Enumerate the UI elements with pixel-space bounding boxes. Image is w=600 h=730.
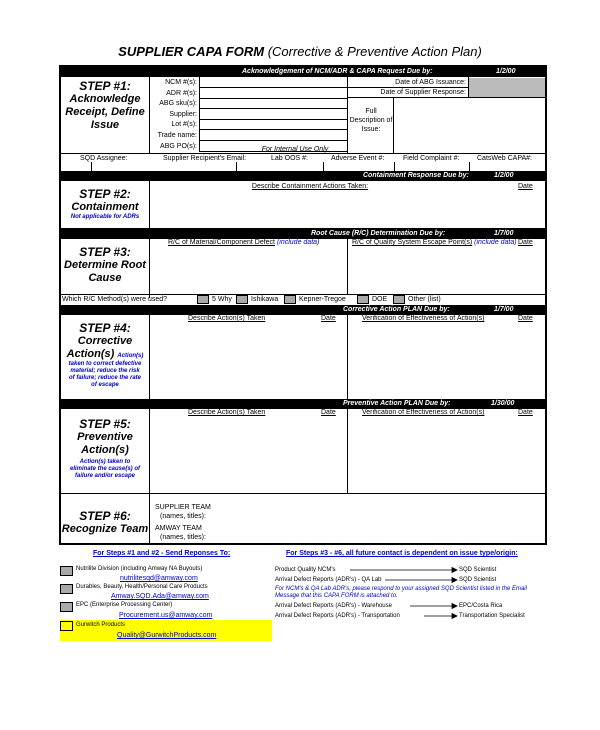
title-main: SUPPLIER CAPA FORM <box>118 44 265 59</box>
step1-field-label: NCM #(s): <box>165 79 197 86</box>
step1-field-label: Lot #(s): <box>171 121 197 128</box>
description-label: Full Description of Issue: <box>349 108 393 133</box>
method-ishikawa-box[interactable] <box>236 295 248 304</box>
step1-label: STEP #1: Acknowledge Receipt, Define Issue <box>65 79 145 131</box>
step2-col-actions: Describe Containment Actions Taken: <box>251 183 369 190</box>
contact-epc: EPC (Enterprise Processing Center) <box>76 602 173 608</box>
contact-gurwitch: Gurwitch Products <box>76 622 126 628</box>
route-transport-from: Arrival Defect Reports (ADR's) - Transportation <box>275 613 400 619</box>
step1-bar: Acknowledgement of NCM/ADR & CAPA Request Due by: 1/2/00 <box>150 67 545 77</box>
contacts-right-header: For Steps #3 - #6, all future contact is dependent on issue type/origin: <box>286 550 518 557</box>
step1-field-label: ABG sku(s): <box>159 100 197 107</box>
supplier-team: SUPPLIER TEAM (names, titles): <box>155 504 211 520</box>
step3-label: STEP #3: Determine Root Cause <box>64 245 146 284</box>
step1-field-input[interactable] <box>199 98 347 109</box>
step4-bar: Corrective Action PLAN Due by: 1/7/00 <box>61 305 545 315</box>
route-warehouse-from: Arrival Defect Reports (ADR's) - Warehouse <box>275 603 392 609</box>
email-gurwitch[interactable]: Quality@GurwitchProducts.com <box>117 632 217 639</box>
email-durables[interactable]: Amway.SQD.Ada@amway.com <box>111 593 209 600</box>
route-ncm-to: SQD Scientist <box>459 567 497 573</box>
contact-nutrilite: Nutrilite Division (including Amway NA Buyouts) <box>76 566 203 572</box>
step2-label: STEP #2: Containment Not applicable for ADRs <box>70 187 140 220</box>
step3-col1: R/C of Material/Component Defect (include data) <box>168 239 320 246</box>
method-doe: DOE <box>372 296 388 303</box>
step4-col-date: Date <box>321 315 336 322</box>
route-transport-to: Transportation Specialist <box>459 613 525 619</box>
method-kt-box[interactable] <box>284 295 296 304</box>
email-epc[interactable]: Procurement.us@amway.com <box>119 612 213 619</box>
step1-field-input[interactable] <box>199 77 347 88</box>
step6-label: STEP #6: Recognize Team <box>61 509 149 535</box>
method-5why: 5 Why <box>212 296 232 303</box>
step1-field-label: ADR #(s): <box>166 90 197 97</box>
step5-bar: Preventive Action PLAN Due by: 1/30/00 <box>61 399 545 409</box>
step5-col-actions: Describe Action(s) Taken <box>188 409 266 416</box>
methods-label: Which R/C Method(s) were used? <box>62 296 168 303</box>
step2-bar: Containment Response Due by: 1/2/00 <box>61 171 545 181</box>
form-title <box>0 44 600 59</box>
method-other-box[interactable] <box>393 295 405 304</box>
step5-col-verif: Verification of Effectiveness of Action(s) <box>362 409 485 416</box>
step3-col-date: Date <box>518 239 533 246</box>
step4-col-verif: Verification of Effectiveness of Action(s) <box>362 315 485 322</box>
method-doe-box[interactable] <box>357 295 369 304</box>
route-note: For NCM's & QA Lab ADR's, please respond to your assigned SQD Scientist listed in the Email Message that this CAPA FORM is attached to. <box>275 586 527 599</box>
step1-field-input[interactable] <box>199 130 347 141</box>
method-5why-box[interactable] <box>197 295 209 304</box>
route-qalab-to: SQD Scientist <box>459 577 497 583</box>
step4-label: STEP #4: Corrective Action(s) Action(s) taken to correct defective material; reduce the risk of failure; reduce the rate of escape <box>66 321 144 388</box>
step2-col-date: Date <box>518 183 533 190</box>
amway-team: AMWAY TEAM (names, titles): <box>155 525 206 541</box>
step1-field-label: Supplier: <box>169 111 197 118</box>
method-ishikawa: Ishikawa <box>251 296 279 303</box>
route-ncm-from: Product Quality NCM's <box>275 567 336 573</box>
internal-label: For Internal Use Only <box>261 146 329 153</box>
contact-durables: Durables, Beauty, Health/Personal Care Products <box>76 584 208 590</box>
step1-field-label: ABG PO(s): <box>160 143 197 150</box>
method-other: Other (list) <box>408 296 441 303</box>
step3-col2: R/C of Quality System Escape Point(s) (include data) <box>352 239 517 246</box>
step1-field-label: Trade name: <box>157 132 197 139</box>
step3-bar: Root Cause (R/C) Determination Due by: 1/7/00 <box>61 229 545 239</box>
step1-field-input[interactable] <box>199 119 347 130</box>
email-nutrilite[interactable]: nutrilitesqd@amway.com <box>120 575 198 582</box>
step5-label: STEP #5: Preventive Action(s) Action(s) taken to eliminate the cause(s) of failure and/or escape <box>69 417 141 479</box>
issuance-label: Date of ABG Issuance: <box>395 79 466 86</box>
internal-row: SQD Assignee: Supplier Recipient's Email: Lab OOS #: Adverse Event #: Field Complaint #: CatsWeb CAPA#: <box>80 155 532 162</box>
step5-col-date: Date <box>321 409 336 416</box>
route-qalab-from: Arrival Defect Reports (ADR's) - QA Lab <box>275 577 382 583</box>
contacts-left-header: For Steps #1 and #2 - Send Reponses To: <box>93 550 231 557</box>
title-sub: (Corrective & Preventive Action Plan) <box>267 44 482 59</box>
response-label: Date of Supplier Response: <box>380 89 466 96</box>
route-warehouse-to: EPC/Costa Rica <box>459 603 503 609</box>
step4-col-actions: Describe Action(s) Taken <box>188 315 266 322</box>
method-kt: Kepner-Tregoe <box>299 296 346 303</box>
